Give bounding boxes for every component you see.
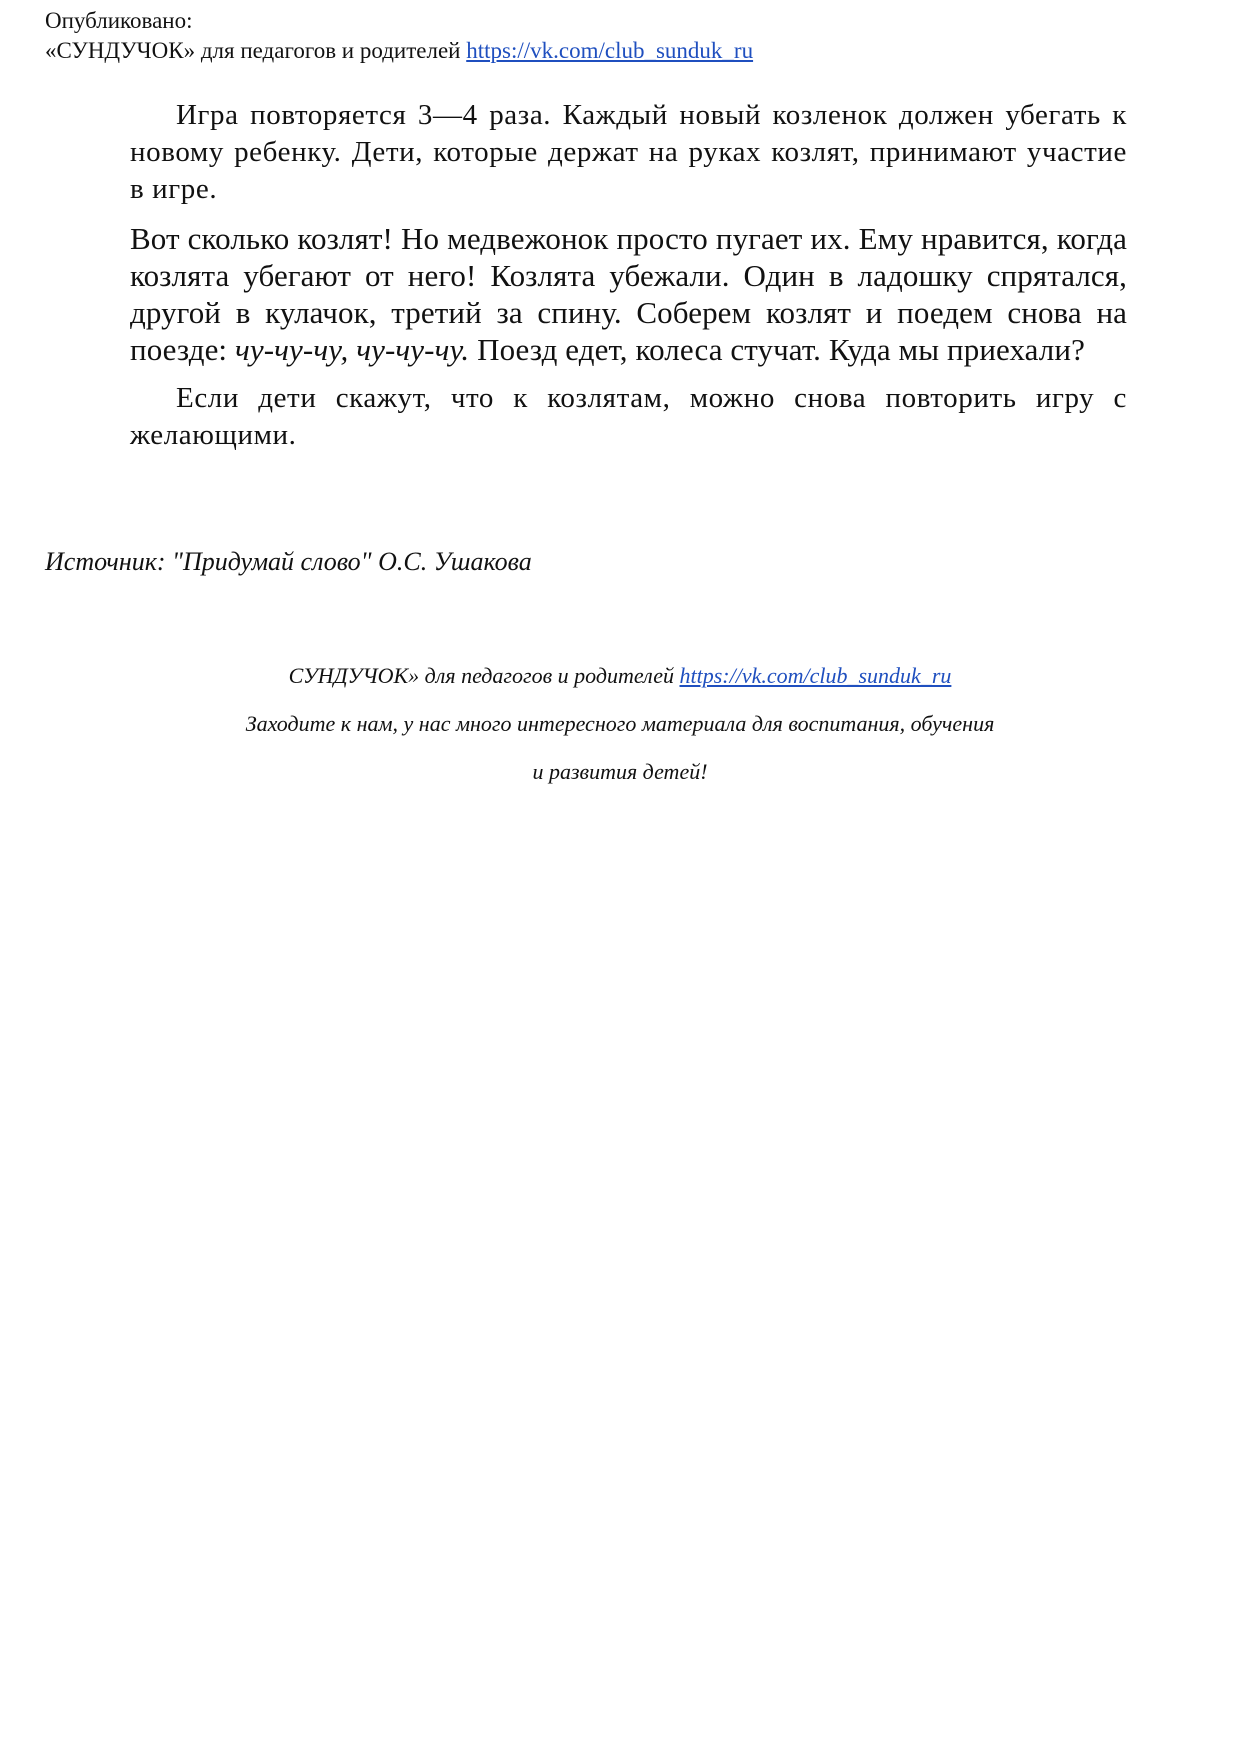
main-content	[130, 97, 1127, 454]
footer	[0, 652, 1240, 796]
paragraph-goats-text-2: Поезд едет, колеса стучат. Куда мы приехали?	[469, 332, 1085, 367]
train-sound-text: чу-чу-чу, чу-чу-чу.	[235, 332, 470, 367]
header-group-line	[45, 36, 753, 66]
header	[45, 6, 753, 66]
source-citation: Источник: "Придумай слово" О.С. Ушакова	[45, 547, 532, 576]
footer-invite-line: Заходите к нам, у нас много интересного материала для воспитания, обучения	[245, 711, 995, 736]
header-group-name: «СУНДУЧОК» для педагогов и родителей	[45, 38, 461, 63]
paragraph-repeat-game: Если дети скажут, что к козлятам, можно снова повторить игру с желающими.	[130, 382, 1127, 451]
paragraph-game-repeat: Игра повторяется 3—4 раза. Каждый новый козленок должен убегать к новому ребенку. Дети, которые держат на руках козлят, принимают участие в игре.	[130, 99, 1127, 205]
header-vk-link[interactable]: https://vk.com/club_sunduk_ru	[466, 38, 754, 63]
footer-vk-link[interactable]: https://vk.com/club_sunduk_ru	[679, 663, 952, 688]
footer-invite-line-2: и развития детей!	[532, 759, 708, 784]
footer-group-line	[0, 652, 1240, 700]
published-label: Опубликовано:	[45, 8, 193, 33]
paragraph-goats	[130, 220, 1127, 368]
footer-group-name: СУНДУЧОК» для педагогов и родителей	[288, 663, 674, 688]
paragraph-goats-text-1: Вот сколько козлят! Но медвежонок просто пугает их. Ему нравится, когда козлята убегают от него! Козлята убежали. Один в ладошку спрятался, другой в кулачок, третий за спину. Соберем козлят и поедем снова на поезде:	[130, 221, 1127, 367]
